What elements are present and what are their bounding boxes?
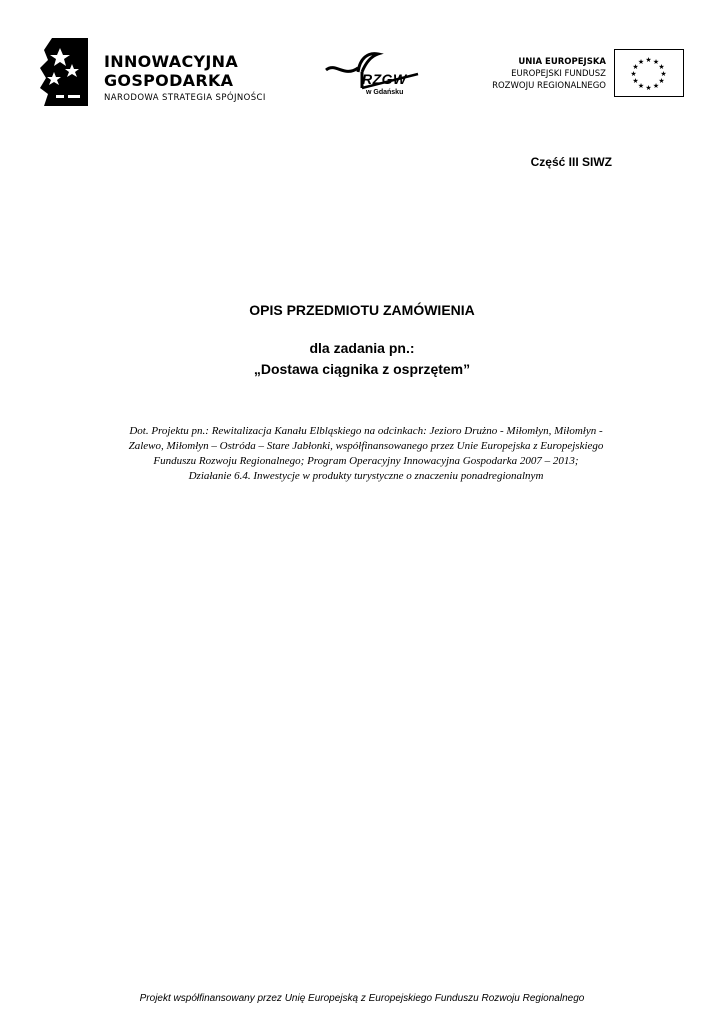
- ig-logo-line3: NARODOWA STRATEGIA SPÓJNOŚCI: [104, 93, 266, 103]
- part-label: Część III SIWZ: [530, 155, 612, 169]
- task-intro: dla zadania pn.:: [309, 340, 415, 356]
- svg-text:★: ★: [645, 56, 652, 64]
- svg-text:★: ★: [652, 82, 660, 90]
- eu-line3: ROZWOJU REGIONALNEGO: [492, 81, 606, 91]
- eu-stars-icon: [615, 50, 682, 95]
- svg-text:★: ★: [660, 70, 667, 78]
- task-name: „Dostawa ciągnika z osprzętem”: [253, 361, 471, 377]
- rzgw-name: RZGW: [362, 71, 407, 87]
- project-line: Działanie 6.4. Inwestycje w produkty turystyczne o znaczeniu ponadregionalnym: [188, 470, 544, 482]
- svg-text:★: ★: [632, 77, 639, 85]
- project-line: Dot. Projektu pn.: Rewitalizacja Kanału Elbląskiego na odcinkach: Jezioro Drużno - Miłomłyn, Miłomłyn -: [129, 425, 603, 437]
- svg-text:★: ★: [658, 77, 665, 85]
- innowacyjna-gospodarka-emblem: [38, 38, 90, 106]
- eu-line1: UNIA EUROPEJSKA: [518, 57, 606, 67]
- project-line: Zalewo, Miłomłyn – Ostróda – Stare Jabłonki, współfinansowanego przez Unie Europejska z Europejskiego: [128, 440, 604, 452]
- project-description: [98, 424, 634, 484]
- svg-text:★: ★: [630, 70, 637, 78]
- eu-flag: [614, 49, 684, 97]
- svg-text:★: ★: [632, 63, 639, 71]
- ig-logo-line1: INNOWACYJNA: [104, 52, 239, 71]
- document-title: OPIS PRZEDMIOTU ZAMÓWIENIA: [249, 302, 475, 318]
- ig-logo-line2: GOSPODARKA: [104, 71, 234, 90]
- eu-line2: EUROPEJSKI FUNDUSZ: [511, 69, 606, 79]
- svg-text:★: ★: [658, 63, 665, 71]
- eu-text-block: [440, 56, 606, 92]
- rzgw-city: w Gdańsku: [366, 89, 404, 96]
- svg-text:★: ★: [652, 58, 660, 66]
- svg-text:★: ★: [637, 58, 645, 66]
- rzgw-logo: [322, 48, 424, 108]
- svg-text:★: ★: [645, 84, 652, 92]
- svg-text:★: ★: [637, 82, 645, 90]
- project-line: Funduszu Rozwoju Regionalnego; Program Operacyjny Innowacyjna Gospodarka 2007 – 2013;: [153, 455, 579, 467]
- innowacyjna-gospodarka-logo: [38, 38, 278, 108]
- page-footer: Projekt współfinansowany przez Unię Europejską z Europejskiego Funduszu Rozwoju Regionalnego: [139, 993, 585, 1004]
